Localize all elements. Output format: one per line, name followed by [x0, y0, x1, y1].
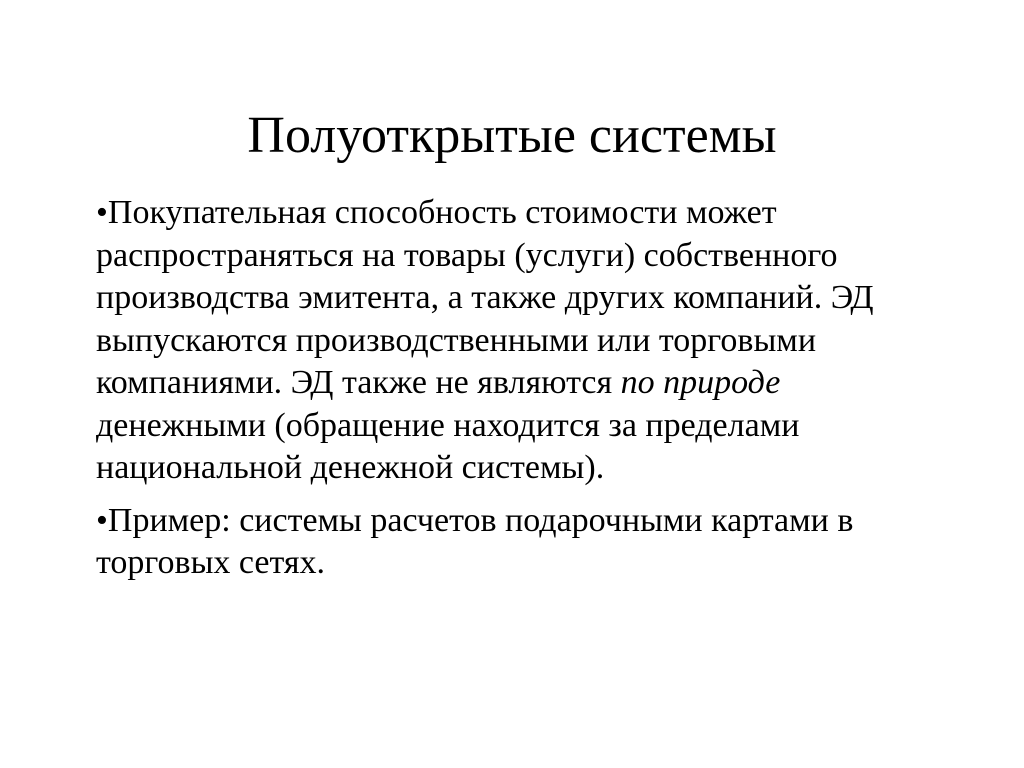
bullet-item-semi-open-description — [96, 192, 946, 490]
bullet-list — [96, 192, 946, 595]
bullet-marker: • — [96, 501, 108, 539]
bullet-item-example — [96, 500, 946, 585]
bullet-text: Пример: системы расчетов подарочными картами в торговых сетях. — [96, 501, 854, 581]
bullet-text-part: денежными (обращение находится за пределами национальной денежной системы). — [96, 406, 800, 486]
bullet-text-part: Покупательная способность стоимости может распространяться на товары (услуги) собственного производства эмитента, а также других компаний. ЭД выпускаются производственными или торговыми компаниями. ЭД также не являются — [96, 194, 874, 401]
slide-title: Полуоткрытые системы — [247, 107, 777, 164]
bullet-marker: • — [96, 194, 108, 231]
bullet-text-italic: по природе — [620, 364, 781, 401]
